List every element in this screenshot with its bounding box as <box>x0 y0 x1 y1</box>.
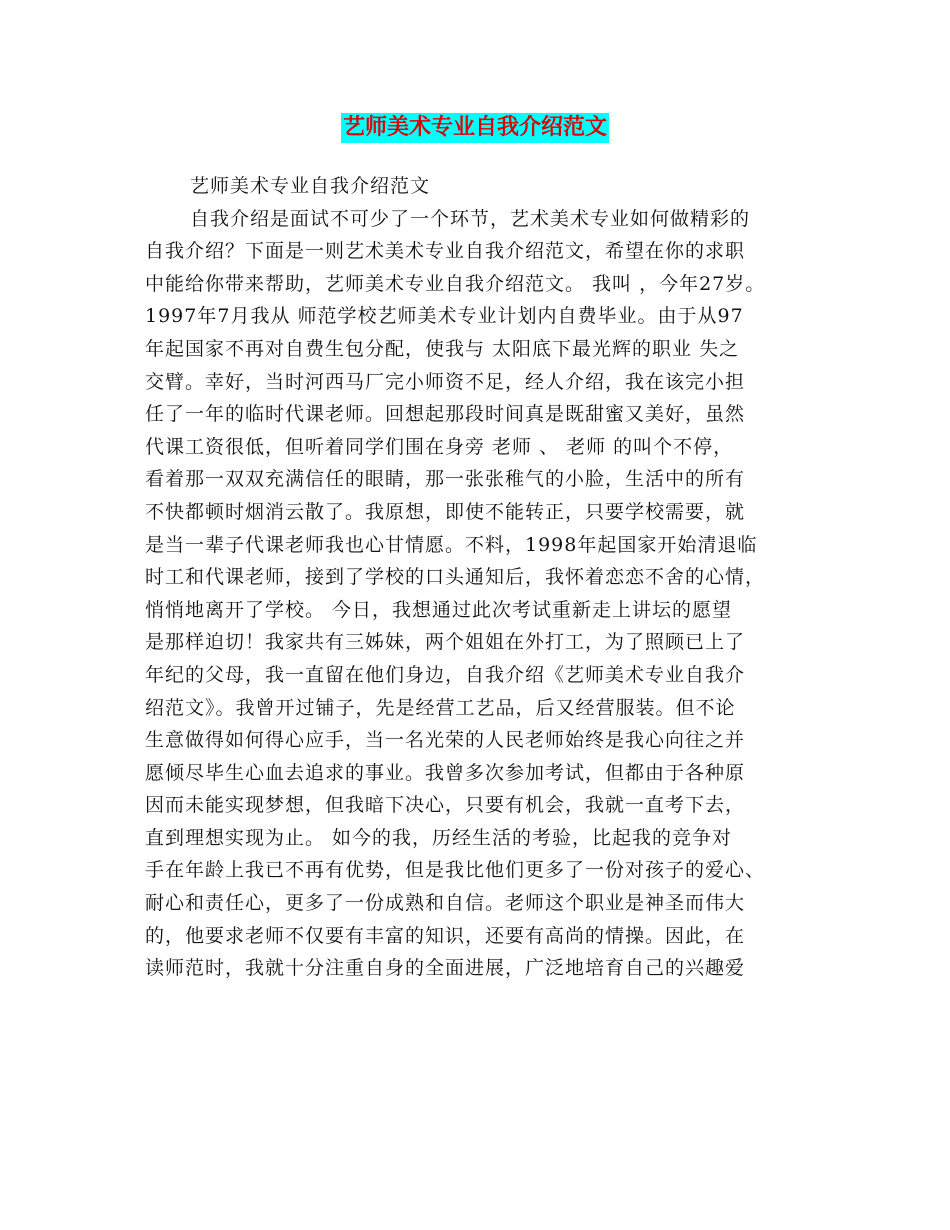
paragraph-line: 绍范文》。我曾开过铺子，先是经营工艺品，后又经营服装。但不论 <box>145 696 736 719</box>
paragraph-line: 读师范时，我就十分注重自身的全面进展，广泛地培育自己的兴趣爱 <box>145 957 746 980</box>
paragraph-line: 是那样迫切！我家共有三姊妹，两个姐姐在外打工，为了照顾已上了 <box>145 631 746 654</box>
paragraph-line: 自我介绍？下面是一则艺术美术专业自我介绍范文，希望在你的求职 <box>145 240 746 263</box>
paragraph-line: 自我介绍是面试不可少了一个环节，艺术美术专业如何做精彩的 <box>190 207 751 230</box>
paragraph-line: 年纪的父母，我一直留在他们身边，自我介绍《艺师美术专业自我介 <box>145 663 746 686</box>
paragraph-line: 因而未能实现梦想，但我暗下决心，只要有机会，我就一直考下去， <box>145 794 746 817</box>
paragraph-line: 任了一年的临时代课老师。回想起那段时间真是既甜蜜又美好，虽然 <box>145 403 746 426</box>
document-body <box>145 170 815 985</box>
paragraph-line: 年起国家不再对自费生包分配，使我与 太阳底下最光辉的职业 失之 <box>145 337 740 360</box>
paragraph-line: 的，他要求老师不仅要有丰富的知识，还要有高尚的情操。因此，在 <box>145 924 746 947</box>
subtitle-line: 艺师美术专业自我介绍范文 <box>190 175 431 197</box>
paragraph-line: 中能给你带来帮助，艺师美术专业自我介绍范文。 我叫 ，今年27岁。 <box>145 272 766 295</box>
paragraph-line: 代课工资很低，但听着同学们围在身旁 老师 、 老师 的叫个不停， <box>145 435 734 458</box>
title-row <box>0 113 950 143</box>
paragraph-line: 1997年7月我从 师范学校艺师美术专业计划内自费毕业。由于从97 <box>145 305 744 328</box>
paragraph-line: 不快都顿时烟消云散了。我原想，即使不能转正，只要学校需要，就 <box>145 500 746 523</box>
paragraph-line: 直到理想实现为止。 如今的我，历经生活的考验，比起我的竞争对 <box>145 826 733 849</box>
paragraph-line: 耐心和责任心，更多了一份成熟和自信。老师这个职业是神圣而伟大 <box>145 892 746 915</box>
paragraph-line: 看着那一双双充满信任的眼睛，那一张张稚气的小脸，生活中的所有 <box>145 468 746 491</box>
paragraph-line: 愿倾尽毕生心血去追求的事业。我曾多次参加考试，但都由于各种原 <box>145 761 746 784</box>
paragraph-line: 时工和代课老师，接到了学校的口头通知后，我怀着恋恋不舍的心情， <box>145 566 766 589</box>
paragraph-line: 悄悄地离开了学校。 今日，我想通过此次考试重新走上讲坛的愿望 <box>145 598 733 621</box>
paragraph-line: 生意做得如何得心应手，当一名光荣的人民老师始终是我心向往之并 <box>145 729 746 752</box>
paragraph-line: 是当一辈子代课老师我也心甘情愿。不料，1998年起国家开始清退临 <box>145 533 758 556</box>
document-title: 艺师美术专业自我介绍范文 <box>341 113 609 143</box>
paragraph-line: 手在年龄上我已不再有优势，但是我比他们更多了一份对孩子的爱心、 <box>145 859 766 882</box>
paragraph-line: 交臂。幸好，当时河西马厂完小师资不足，经人介绍，我在该完小担 <box>145 370 746 393</box>
